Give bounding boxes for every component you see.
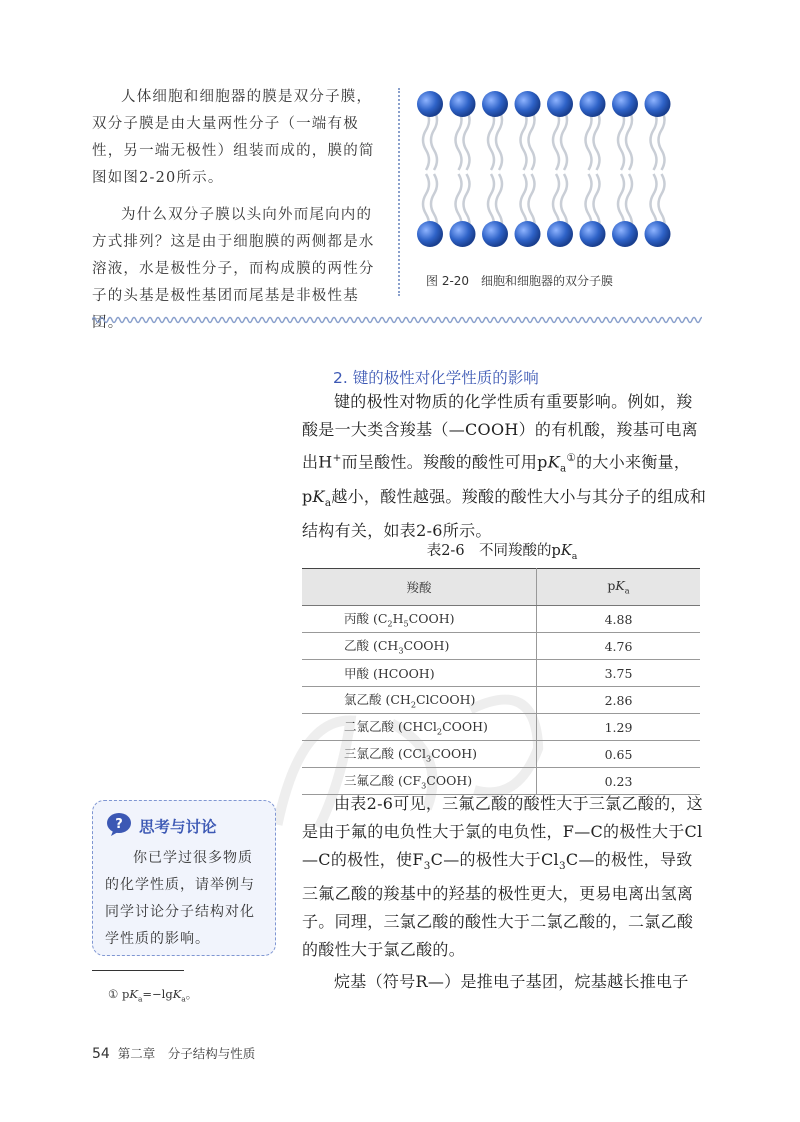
lipid-head bbox=[417, 221, 443, 247]
text-span: ClCOOH) bbox=[416, 692, 476, 708]
acid-name-cell bbox=[302, 687, 537, 714]
text-italic: K bbox=[312, 486, 325, 506]
text-sub: 2 bbox=[436, 726, 443, 737]
text-span: 而呈酸性。羧酸的酸性可用p bbox=[341, 452, 548, 472]
lipid-head bbox=[417, 91, 443, 117]
text-sub: 3 bbox=[425, 753, 432, 764]
lipid-tail bbox=[464, 110, 470, 170]
col-header-pka bbox=[537, 569, 701, 606]
text-sub: 3 bbox=[423, 860, 431, 873]
table-body bbox=[302, 606, 700, 795]
lipid-tail bbox=[456, 110, 462, 170]
lipid-head bbox=[612, 91, 638, 117]
section-paragraph bbox=[302, 388, 707, 545]
section-body bbox=[302, 388, 707, 545]
acid-name-cell bbox=[302, 606, 537, 633]
lipid-tail bbox=[586, 110, 592, 170]
page-footer bbox=[92, 1044, 255, 1062]
text-span: H bbox=[392, 611, 404, 627]
text-sup: + bbox=[332, 452, 342, 464]
text-span: 三氯乙酸 (CCl bbox=[344, 746, 426, 762]
lipid-head bbox=[450, 91, 476, 117]
text-sub: 3 bbox=[558, 860, 566, 873]
lipid-tail bbox=[618, 110, 624, 170]
acid-name-cell bbox=[302, 633, 537, 660]
text-italic: K bbox=[129, 987, 138, 1001]
lipid-tail bbox=[431, 110, 437, 170]
lipid-head bbox=[547, 221, 573, 247]
table-row bbox=[302, 741, 700, 768]
footnote-rule bbox=[92, 970, 184, 971]
table-header-row bbox=[302, 569, 700, 606]
lipid-head bbox=[580, 91, 606, 117]
lipid-tail bbox=[626, 110, 632, 170]
text-span: COOH) bbox=[403, 638, 450, 654]
lipid-tail bbox=[496, 110, 502, 170]
text-span: 二氯乙酸 (CHCl bbox=[344, 719, 437, 735]
lipid-head bbox=[482, 91, 508, 117]
text-span: COOH) bbox=[431, 746, 477, 762]
text-italic: K bbox=[547, 452, 560, 472]
pka-value-cell: 0.65 bbox=[537, 741, 701, 768]
text-span: 越小，酸性越强。羧酸的酸性大小与其分子的组成和结构有关，如表2-6所示。 bbox=[302, 486, 707, 540]
text-span: COOH) bbox=[442, 719, 488, 735]
lipid-head bbox=[482, 221, 508, 247]
footnote bbox=[108, 986, 197, 1003]
text-italic: K bbox=[560, 543, 572, 559]
analysis-body bbox=[302, 790, 707, 996]
lipid-tail bbox=[594, 110, 600, 170]
section-heading: 2. 键的极性对化学性质的影响 bbox=[333, 369, 539, 387]
text-sub: a bbox=[560, 462, 567, 475]
figure-bilayer bbox=[416, 88, 686, 258]
lipid-tail bbox=[561, 110, 567, 170]
col-header-acid: 羧酸 bbox=[302, 569, 537, 606]
svg-text:?: ? bbox=[115, 817, 123, 832]
text-italic: K bbox=[615, 578, 625, 594]
text-sub: a bbox=[324, 496, 332, 509]
chapter-title: 第二章 分子结构与性质 bbox=[117, 1046, 256, 1061]
analysis-paragraph bbox=[302, 790, 707, 964]
text-span: 乙酸 (CH bbox=[344, 638, 399, 654]
text-span: =−lg bbox=[142, 987, 173, 1001]
text-sub: 2 bbox=[410, 699, 416, 710]
text-span: 由表2-6可见，三氟乙酸的酸性大于三氯乙酸的，这是由于氟的电负性大于氯的电负性，F—C的极性大于Cl—C的极性，使F bbox=[302, 794, 703, 869]
text-sub: 5 bbox=[403, 618, 409, 629]
text-span: 丙酸 (C bbox=[344, 611, 388, 627]
pka-value-cell: 0.23 bbox=[537, 768, 701, 795]
think-bubble-icon bbox=[105, 811, 133, 837]
think-text: 你已学过很多物质的化学性质，请举例与同学讨论分子结构对化学性质的影响。 bbox=[105, 850, 255, 947]
think-discuss-box bbox=[92, 800, 276, 956]
text-span: C—的极性，导致三氟乙酸的羧基中的羟基的极性更大，更易电离出氢离子。同理，三氯乙酸的酸性大于二氯乙酸的，二氯乙酸的酸性大于氯乙酸的。 bbox=[302, 850, 694, 960]
text-span: 三氟乙酸 (CF bbox=[344, 773, 422, 789]
text-span: p bbox=[121, 987, 130, 1001]
lipid-head bbox=[515, 91, 541, 117]
pka-value-cell: 4.88 bbox=[537, 606, 701, 633]
lipid-head bbox=[515, 221, 541, 247]
lipid-tail bbox=[521, 110, 527, 170]
lipid-tail bbox=[488, 110, 494, 170]
text-span: 表2-6 不同羧酸的p bbox=[426, 543, 561, 559]
alkyl-paragraph: 烷基（符号R—）是推电子基团，烷基越长推电子 bbox=[334, 972, 689, 992]
pka-table bbox=[302, 568, 700, 795]
text-sub: 3 bbox=[398, 645, 404, 656]
table-row bbox=[302, 660, 700, 687]
intro-text bbox=[92, 84, 382, 337]
text-italic: K bbox=[172, 987, 182, 1001]
table-caption bbox=[302, 539, 702, 562]
pka-value-cell: 2.86 bbox=[537, 687, 701, 714]
text-span: 甲酸 (HCOOH) bbox=[344, 666, 435, 681]
pka-value-cell: 4.76 bbox=[537, 633, 701, 660]
figure-caption: 图 2-20 细胞和细胞器的双分子膜 bbox=[426, 274, 614, 288]
acid-name-cell bbox=[302, 741, 537, 768]
vertical-divider bbox=[398, 88, 400, 296]
text-span: 氯乙酸 (CH bbox=[344, 692, 411, 708]
text-span: p bbox=[607, 578, 616, 594]
lipid-head bbox=[547, 91, 573, 117]
table-row bbox=[302, 606, 700, 633]
text-sub: a bbox=[181, 994, 186, 1004]
table-row bbox=[302, 633, 700, 660]
lipid-tail bbox=[553, 110, 559, 170]
footnote-ref[interactable]: ① bbox=[566, 452, 577, 464]
lipid-head bbox=[612, 221, 638, 247]
pka-value-cell: 3.75 bbox=[537, 660, 701, 687]
bilayer-diagram bbox=[416, 88, 686, 258]
think-title: 思考与讨论 bbox=[139, 818, 217, 836]
acid-name-cell bbox=[302, 660, 537, 687]
text-span: 键的极性对物质的化学性质有重要影响。例如，羧酸是一大类含羧基（—COOH）的有机酸，羧基可电离出H bbox=[302, 392, 698, 472]
lipid-tail bbox=[659, 110, 665, 170]
lipid-head bbox=[645, 91, 671, 117]
lipid-head bbox=[450, 221, 476, 247]
acid-name-cell bbox=[302, 714, 537, 741]
intro-paragraph-1: 人体细胞和细胞器的膜是双分子膜，双分子膜是由大量两性分子（一端有极性，另一端无极性）组装而成的，膜的简图如图2-20所示。 bbox=[92, 89, 375, 186]
page-number: 54 bbox=[92, 1046, 110, 1062]
text-sub: 2 bbox=[387, 618, 393, 629]
text-span: COOH) bbox=[426, 773, 473, 789]
text-sub: a bbox=[624, 585, 630, 596]
intro-paragraph-2: 为什么双分子膜以头向外而尾向内的方式排列？这是由于细胞膜的两侧都是水溶液，水是极性分子，而构成膜的两性分子的头基是极性基团而尾基是非极性基团。 bbox=[92, 207, 375, 331]
pka-value-cell: 1.29 bbox=[537, 714, 701, 741]
lipid-tail bbox=[423, 110, 429, 170]
text-span: 。 bbox=[185, 987, 198, 1001]
table-row bbox=[302, 687, 700, 714]
table-row bbox=[302, 714, 700, 741]
text-sub: a bbox=[571, 550, 578, 562]
text-span: 的大小来衡量，p bbox=[302, 452, 691, 506]
lipid-head bbox=[580, 221, 606, 247]
footnote-mark: ① bbox=[108, 987, 119, 1001]
text-sub: a bbox=[137, 994, 143, 1004]
lipid-head bbox=[645, 221, 671, 247]
text-span: COOH) bbox=[408, 611, 455, 627]
lipid-tail bbox=[529, 110, 535, 170]
wavy-separator bbox=[92, 314, 702, 326]
text-sub: 3 bbox=[421, 780, 427, 791]
text-span: C—的极性大于Cl bbox=[430, 850, 559, 869]
lipid-tail bbox=[651, 110, 657, 170]
